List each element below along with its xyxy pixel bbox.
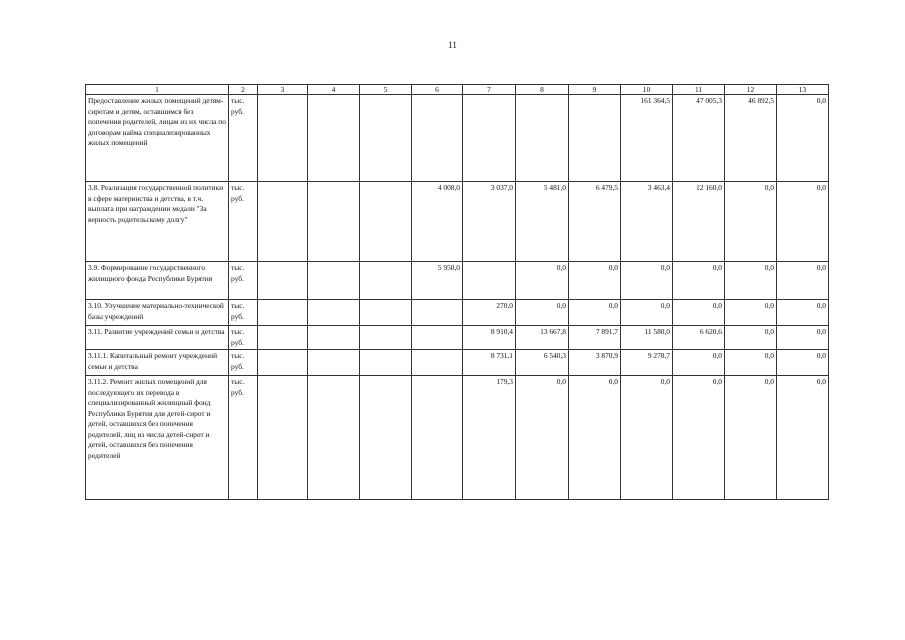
value-cell: 11 580,0: [621, 326, 673, 350]
value-cell: 0,0: [516, 300, 569, 326]
value-cell: 0,0: [621, 300, 673, 326]
value-cell: 161 364,5: [621, 95, 673, 182]
column-header: 2: [229, 85, 258, 95]
table-header-row: [86, 85, 829, 95]
table-row: [86, 350, 829, 376]
value-cell: [412, 350, 463, 376]
table-row: [86, 376, 829, 500]
value-cell: [360, 350, 412, 376]
value-cell: [258, 300, 308, 326]
value-cell: 0,0: [516, 262, 569, 300]
value-cell: [308, 95, 360, 182]
page-number: 11: [448, 40, 457, 50]
value-cell: 6 620,6: [673, 326, 725, 350]
value-cell: 0,0: [725, 262, 777, 300]
value-cell: 7 891,7: [569, 326, 621, 350]
value-cell: [308, 300, 360, 326]
column-header: 8: [516, 85, 569, 95]
value-cell: 0,0: [725, 326, 777, 350]
value-cell: 0,0: [725, 350, 777, 376]
value-cell: 0,0: [725, 376, 777, 500]
unit-cell: тыс. руб.: [229, 95, 258, 182]
value-cell: 0,0: [673, 300, 725, 326]
column-header: 1: [86, 85, 229, 95]
value-cell: [308, 326, 360, 350]
value-cell: 270,0: [463, 300, 516, 326]
value-cell: 0,0: [777, 326, 829, 350]
value-cell: [360, 300, 412, 326]
value-cell: 0,0: [725, 300, 777, 326]
value-cell: [258, 376, 308, 500]
value-cell: [360, 182, 412, 262]
value-cell: 6 479,5: [569, 182, 621, 262]
value-cell: 0,0: [777, 376, 829, 500]
value-cell: [463, 262, 516, 300]
row-title: 3.11.2. Ремонт жилых помещений для последующего их перевода в специализированный жилищный фонд Республики Бурятия для детей-сирот и детей, оставшихся без попечения родителей, лиц из числа детей-сирот и детей, оставшихся без попечения родителей: [86, 376, 229, 500]
value-cell: [258, 326, 308, 350]
value-cell: 0,0: [777, 95, 829, 182]
value-cell: [516, 95, 569, 182]
value-cell: 12 160,0: [673, 182, 725, 262]
value-cell: 0,0: [777, 182, 829, 262]
table-row: [86, 182, 829, 262]
value-cell: [308, 350, 360, 376]
column-header: 10: [621, 85, 673, 95]
budget-table: [85, 84, 829, 500]
value-cell: [308, 262, 360, 300]
unit-cell: тыс. руб.: [229, 300, 258, 326]
value-cell: [308, 182, 360, 262]
table-row: [86, 300, 829, 326]
value-cell: [308, 376, 360, 500]
row-title: 3.11. Развитие учреждений семьи и детства: [86, 326, 229, 350]
value-cell: 3 463,4: [621, 182, 673, 262]
column-header: 9: [569, 85, 621, 95]
value-cell: 0,0: [621, 262, 673, 300]
value-cell: 0,0: [725, 182, 777, 262]
value-cell: 8 910,4: [463, 326, 516, 350]
value-cell: 0,0: [569, 262, 621, 300]
unit-cell: тыс. руб.: [229, 262, 258, 300]
value-cell: [258, 262, 308, 300]
value-cell: 0,0: [673, 262, 725, 300]
value-cell: [412, 326, 463, 350]
row-title: Предоставление жилых помещений детям-сиротам и детям, оставшимся без попечения родителей, лицам из их числа по договорам найма специализированных жилых помещений: [86, 95, 229, 182]
row-title: 3.8. Реализация государственной политики в сфере материнства и детства, в т.ч. выплата при награждении медали "За верность родительскому долгу": [86, 182, 229, 262]
value-cell: [412, 376, 463, 500]
column-header: 3: [258, 85, 308, 95]
row-title: 3.9. Формирование государственного жилищного фонда Республики Бурятия: [86, 262, 229, 300]
value-cell: 0,0: [621, 376, 673, 500]
row-title: 3.11.1. Капитальный ремонт учреждений семьи и детства: [86, 350, 229, 376]
value-cell: [360, 326, 412, 350]
value-cell: [412, 95, 463, 182]
value-cell: 13 667,8: [516, 326, 569, 350]
value-cell: [258, 182, 308, 262]
unit-cell: тыс. руб.: [229, 326, 258, 350]
value-cell: [569, 95, 621, 182]
column-header: 12: [725, 85, 777, 95]
value-cell: 0,0: [673, 350, 725, 376]
value-cell: 3 037,0: [463, 182, 516, 262]
value-cell: 5 481,0: [516, 182, 569, 262]
value-cell: [360, 95, 412, 182]
row-title: 3.10. Улучшение материально-технической базы учреждений: [86, 300, 229, 326]
value-cell: 9 278,7: [621, 350, 673, 376]
value-cell: 5 950,0: [412, 262, 463, 300]
value-cell: [258, 350, 308, 376]
unit-cell: тыс. руб.: [229, 182, 258, 262]
value-cell: [463, 95, 516, 182]
value-cell: 179,3: [463, 376, 516, 500]
column-header: 6: [412, 85, 463, 95]
column-header: 11: [673, 85, 725, 95]
value-cell: 0,0: [516, 376, 569, 500]
table-row: [86, 326, 829, 350]
table-row: [86, 95, 829, 182]
unit-cell: тыс. руб.: [229, 376, 258, 500]
value-cell: 47 005,3: [673, 95, 725, 182]
table-row: [86, 262, 829, 300]
value-cell: 6 540,3: [516, 350, 569, 376]
value-cell: [360, 376, 412, 500]
value-cell: [412, 300, 463, 326]
value-cell: 0,0: [777, 300, 829, 326]
value-cell: 0,0: [777, 262, 829, 300]
value-cell: 4 008,0: [412, 182, 463, 262]
value-cell: [258, 95, 308, 182]
value-cell: 0,0: [569, 300, 621, 326]
value-cell: 46 892,5: [725, 95, 777, 182]
value-cell: [360, 262, 412, 300]
column-header: 4: [308, 85, 360, 95]
column-header: 5: [360, 85, 412, 95]
value-cell: 0,0: [673, 376, 725, 500]
unit-cell: тыс. руб.: [229, 350, 258, 376]
value-cell: 3 870,9: [569, 350, 621, 376]
value-cell: 0,0: [777, 350, 829, 376]
column-header: 7: [463, 85, 516, 95]
value-cell: 0,0: [569, 376, 621, 500]
value-cell: 8 731,1: [463, 350, 516, 376]
column-header: 13: [777, 85, 829, 95]
